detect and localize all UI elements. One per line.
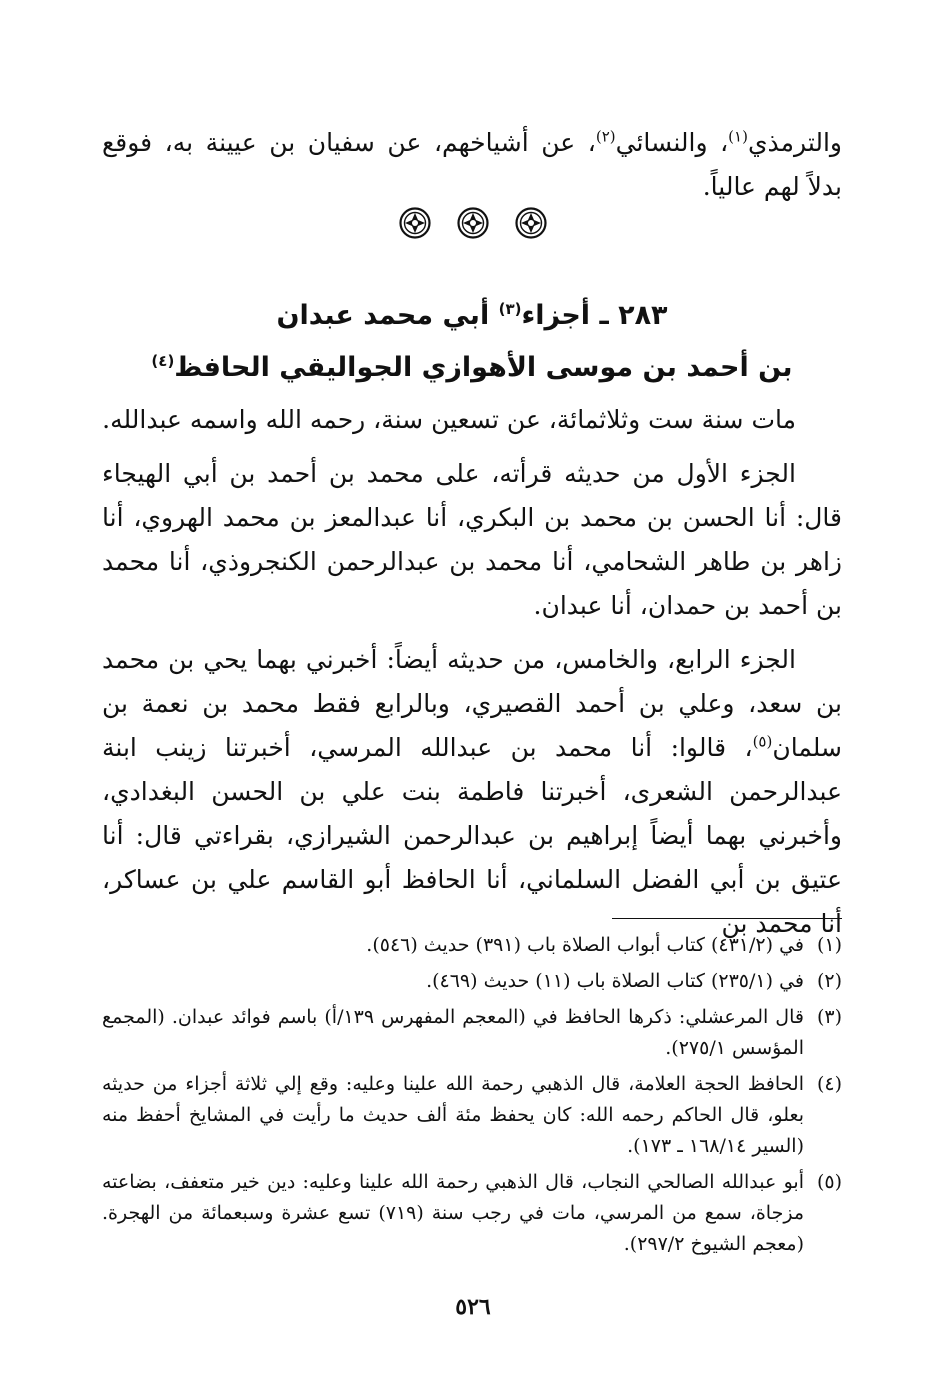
- footnote-2: [102, 966, 842, 997]
- footnote-ref-3: (٣): [498, 300, 522, 318]
- footnote-text: في (٤٣١/٢) كتاب أبواب الصلاة باب (٣٩١) حديث (٥٤٦).: [366, 934, 804, 956]
- footnote-number: (٣): [816, 1006, 842, 1028]
- main-text: [102, 398, 842, 946]
- rosette-ornament-icon: [457, 207, 489, 239]
- top-paragraph-text-1: والترمذي: [747, 128, 842, 157]
- footnote-number: (١): [816, 934, 842, 956]
- top-paragraph: [102, 121, 842, 209]
- rosette-ornament-icon: [399, 207, 431, 239]
- footnote-3: [102, 1002, 842, 1064]
- footnote-ref-4: (٤): [151, 352, 175, 370]
- entry-subtitle: [102, 342, 842, 394]
- section-divider: [0, 207, 946, 239]
- footnote-text: أبو عبدالله الصالحي النجاب، قال الذهبي رحمة الله علينا وعليه: دين خير متعفف، بضاعته مزجاة، سمع من المرسي، مات في رجب سنة (٧١٩) تسع عشرة وسبعمائة من الهجرة. (معجم الشيوخ ٢٩٧/٢).: [102, 1171, 804, 1255]
- paragraph-fourth-fifth-text-1: الجزء الرابع، والخامس، من حديثه أيضاً: أخبرني بهما يحي بن محمد بن سعد، وعلي بن أحمد القصيري، وبالرابع فقط محمد بن نعمة بن سلمان: [102, 645, 842, 762]
- footnote-ref-5: (٥): [752, 732, 773, 751]
- footnotes: [102, 930, 842, 1265]
- footnote-ref-1: (١): [728, 127, 748, 146]
- footnote-number: (٥): [816, 1171, 842, 1193]
- footnote-text: في (٢٣٥/١) كتاب الصلاة باب (١١) حديث (٤٦٩).: [426, 970, 804, 992]
- top-paragraph-text-2: ، والنسائي: [615, 128, 729, 157]
- footnote-separator: [612, 918, 842, 919]
- paragraph-death-note: مات سنة ست وثلاثمائة، عن تسعين سنة، رحمه الله واسمه عبدالله.: [102, 405, 796, 434]
- footnote-number: (٤): [816, 1073, 842, 1095]
- footnote-ref-2: (٢): [595, 127, 616, 146]
- entry-heading: [102, 290, 842, 394]
- top-paragraph-text-3: ، عن أشياخهم، عن سفيان بن عيينة به، فوقع بدلاً لهم عالياً.: [102, 128, 842, 201]
- footnote-5: [102, 1167, 842, 1260]
- page-number: ٥٢٦: [455, 1294, 491, 1320]
- paragraph-fourth-fifth-text-2: ، قالوا: أنا محمد بن عبدالله المرسي، أخبرتنا زينب ابنة عبدالرحمن الشعرى، أخبرتنا فاطمة بنت علي بن الحسن البغدادي، وأخبرني بهما أيضاً إبراهيم بن عبدالرحمن الشيرازي، بقراءتي قال: أنا عتيق بن أبي الفضل السلماني، أنا الحافظ أبو القاسم علي بن عساكر، أنا محمد بن: [102, 733, 842, 938]
- paragraph-first-part: الجزء الأول من حديثه قرأته، على محمد بن أحمد بن أبي الهيجاء قال: أنا الحسن بن محمد بن البكري، أنا عبدالمعز بن محمد الهروي، أنا زاهر بن طاهر الشحامي، أنا محمد بن عبدالرحمن الكنجروذي، أنا محمد بن أحمد بن حمدان، أنا عبدان.: [102, 459, 842, 620]
- footnote-text: قال المرعشلي: ذكرها الحافظ في (المعجم المفهرس ١٣٩/أ) باسم فوائد عبدان. (المجمع المؤسس ٢٧٥/١).: [102, 1006, 804, 1059]
- footnote-4: [102, 1069, 842, 1162]
- footnote-text: الحافظ الحجة العلامة، قال الذهبي رحمة الله علينا وعليه: وقع إلي ثلاثة أجزاء من حديثه بعلو، قال الحاكم رحمه الله: كان يحفظ مئة ألف حديث ما رأيت في المشايخ أحفظ منه (السير ١٦٨/١٤ ـ ١٧٣).: [102, 1073, 804, 1157]
- entry-subtitle-text: بن أحمد بن موسى الأهوازي الجواليقي الحافظ: [174, 352, 793, 383]
- entry-title-text-1: ٢٨٣ ـ أجزاء: [521, 300, 668, 331]
- rosette-ornament-icon: [515, 207, 547, 239]
- entry-title-text-2: أبي محمد عبدان: [276, 300, 499, 331]
- footnote-number: (٢): [816, 970, 842, 992]
- paragraph-fourth-fifth-part: [102, 638, 842, 946]
- footnote-1: [102, 930, 842, 961]
- entry-title: [102, 290, 842, 342]
